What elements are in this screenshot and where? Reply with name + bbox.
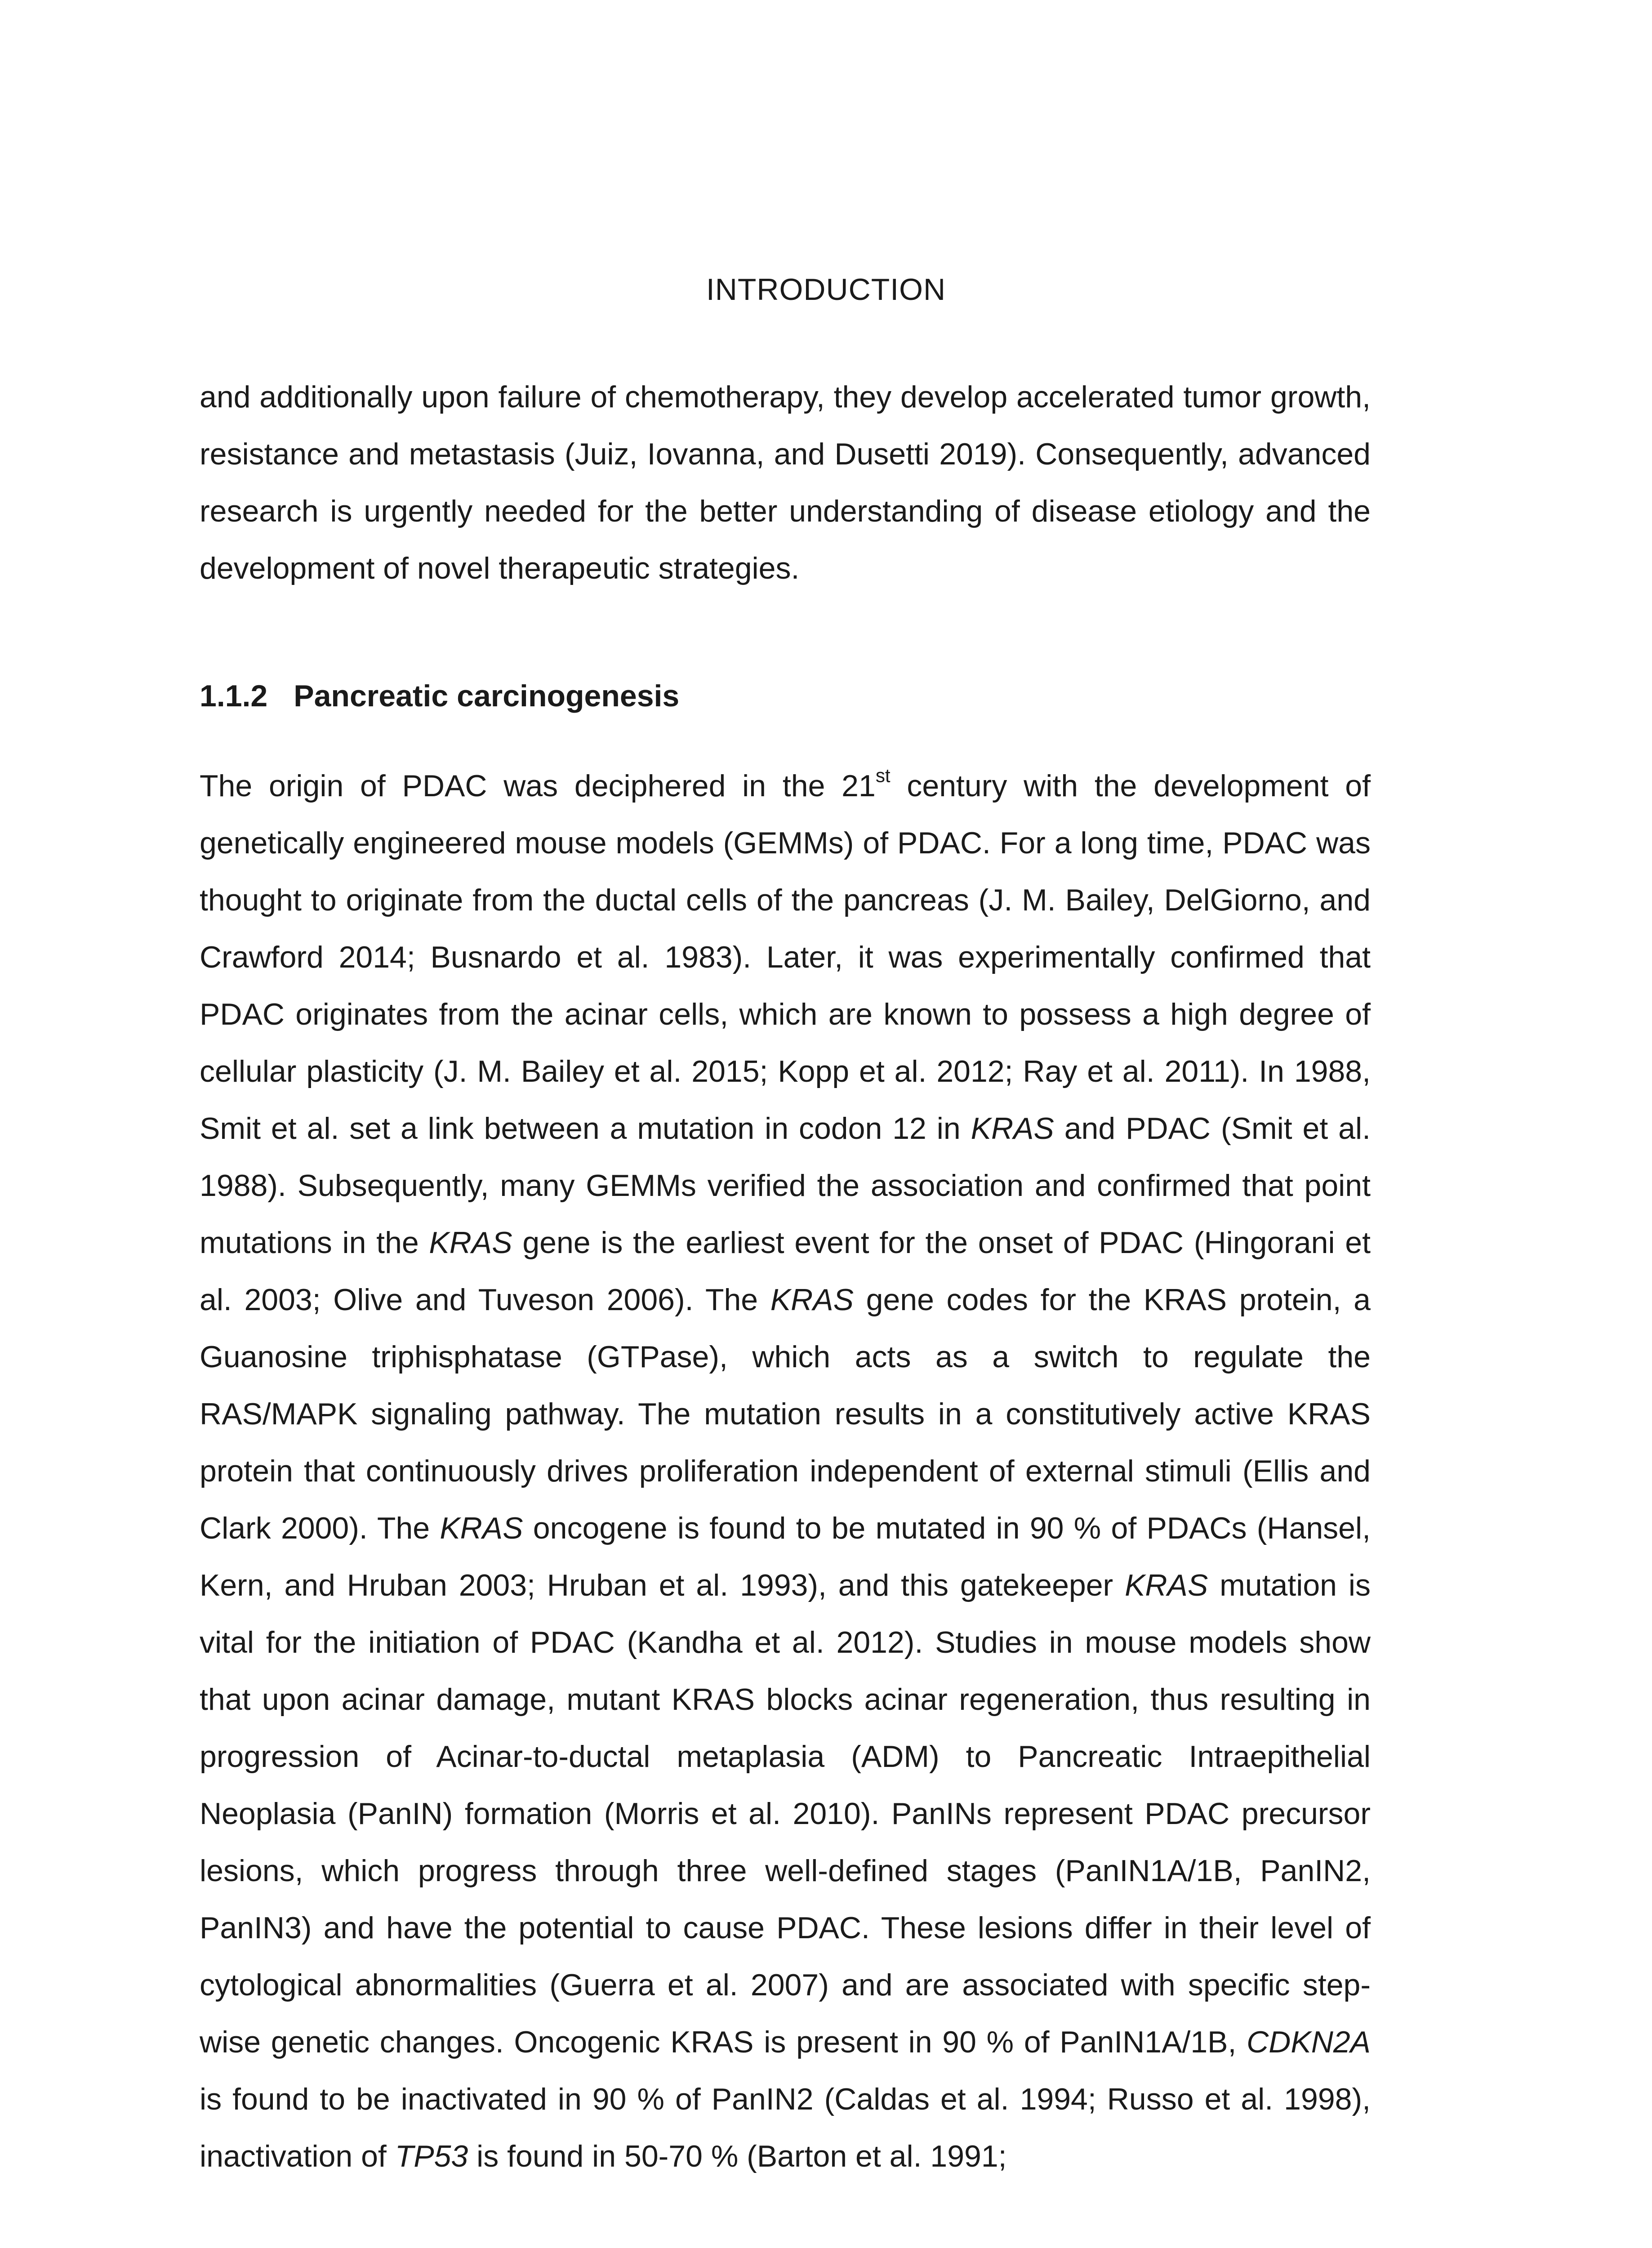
paragraph-pancreatic-carcinogenesis [200, 758, 1371, 2185]
gene-name: KRAS [440, 1511, 523, 1545]
gene-name: TP53 [395, 2139, 468, 2173]
text-run: is found to be inactivated in 90 % of PanIN2 (Caldas et al. 1994; Russo et al. 1998), inactivation of [200, 2082, 1371, 2173]
gene-name: KRAS [1125, 1568, 1208, 1602]
gene-name: KRAS [770, 1283, 854, 1317]
text-run: is found in 50-70 % (Barton et al. 1991; [468, 2139, 1007, 2173]
text-run: oncogene is found to be mutated in 90 % of PDACs (Hansel, Kern, and Hruban 2003; Hruban et al. 1993), and this gatekeeper [200, 1511, 1371, 1602]
section-heading [200, 681, 679, 711]
superscript: st [875, 765, 891, 786]
gene-name: KRAS [429, 1226, 512, 1260]
text-run: The origin of PDAC was deciphered in the 21 [200, 769, 876, 803]
text-run: and PDAC (Smit et al. 1988). Subsequently, many GEMMs verified the association and confirmed that point mutations in the [200, 1111, 1371, 1260]
text-run: gene is the earliest event for the onset of PDAC (Hingorani et al. 2003; Olive and Tuveson 2006). The [200, 1226, 1371, 1317]
section-number: 1.1.2 [200, 679, 268, 713]
gene-name: KRAS [971, 1111, 1054, 1146]
paragraph-intro-continuation: and additionally upon failure of chemotherapy, they develop accelerated tumor growth, resistance and metastasis (Juiz, Iovanna, and Dusetti 2019). Consequently, advanced research is urgently needed for the better understanding of disease etiology and the development of novel therapeutic strategies. [200, 380, 1371, 585]
running-header: INTRODUCTION [706, 272, 946, 307]
section-title: Pancreatic carcinogenesis [294, 679, 680, 713]
text-run: mutation is vital for the initiation of PDAC (Kandha et al. 2012). Studies in mouse models show that upon acinar damage, mutant KRAS blocks acinar regeneration, thus resulting in progression of Acinar-to-ductal metaplasia (ADM) to Pancreatic Intraepithelial Neoplasia (PanIN) formation (Morris et al. 2010). PanINs represent PDAC precursor lesions, which progress through three well-defined stages (PanIN1A/1B, PanIN2, PanIN3) and have the potential to cause PDAC. These lesions differ in their level of cytological abnormalities (Guerra et al. 2007) and are associated with specific step-wise genetic changes. Oncogenic KRAS is present in 90 % of PanIN1A/1B, [200, 1568, 1371, 2059]
gene-name: CDKN2A [1247, 2025, 1371, 2059]
text-run: century with the development of genetically engineered mouse models (GEMMs) of PDAC. For a long time, PDAC was thought to originate from the ductal cells of the pancreas (J. M. Bailey, DelGiorno, and Crawford 2014; Busnardo et al. 1983). Later, it was experimentally confirmed that PDAC originates from the acinar cells, which are known to possess a high degree of cellular plasticity (J. M. Bailey et al. 2015; Kopp et al. 2012; Ray et al. 2011). In 1988, Smit et al. set a link between a mutation in codon 12 in [200, 769, 1371, 1146]
text-run: gene codes for the KRAS protein, a Guanosine triphisphatase (GTPase), which acts as a switch to regulate the RAS/MAPK signaling pathway. The mutation results in a constitutively active KRAS protein that continuously drives proliferation independent of external stimuli (Ellis and Clark 2000). The [200, 1283, 1371, 1545]
